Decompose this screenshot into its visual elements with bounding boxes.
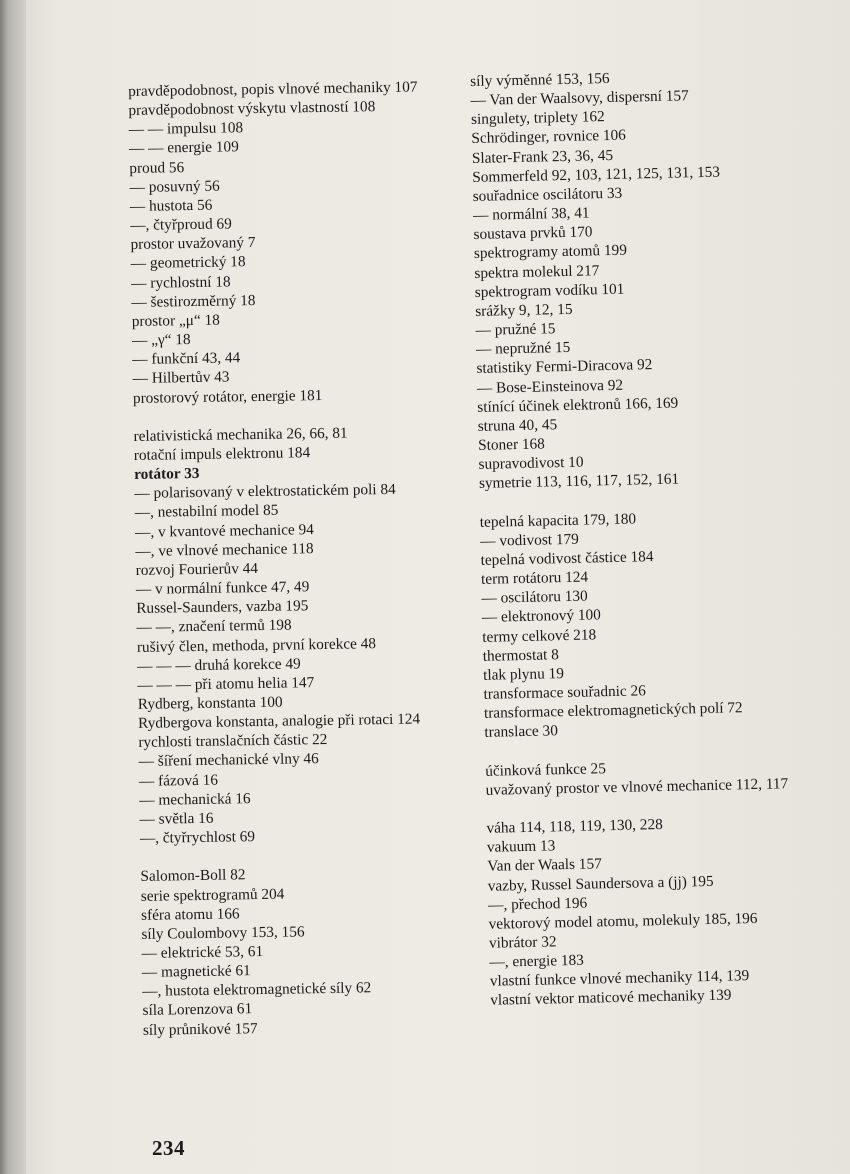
index-entry: — fázová 16	[138, 771, 219, 790]
index-entry: Sommerfeld 92, 103, 121, 125, 131, 153	[472, 163, 721, 186]
index-entry: —, energie 183	[489, 951, 585, 971]
index-entry: singulety, triplety 162	[470, 108, 605, 129]
index-entry: — Hilbertův 43	[132, 368, 230, 388]
index-entry: Slater-Frank 23, 36, 45	[471, 146, 614, 167]
index-entry: tlak plynu 19	[482, 664, 565, 684]
index-entry: thermostat 8	[482, 645, 559, 665]
index-entry: — — energie 109	[128, 138, 239, 158]
index-entry: spektrogramy atomů 199	[473, 242, 628, 263]
index-column-left	[128, 77, 488, 1040]
index-entry: term rotátoru 124	[480, 568, 589, 588]
index-entry: — hustota 56	[129, 196, 213, 215]
index-entry: účinková funkce 25	[485, 759, 607, 780]
index-entry: rotační impuls elektronu 184	[133, 444, 311, 464]
index-entry: — světla 16	[139, 809, 214, 828]
index-entry: — geometrický 18	[130, 253, 246, 273]
index-entry: statistiky Fermi-Diracova 92	[476, 356, 653, 378]
index-entry: — mechanická 16	[139, 789, 251, 809]
index-entry: —, čtyřproud 69	[130, 215, 232, 235]
index-entry: — Bose-Einsteinova 92	[476, 376, 624, 397]
index-entry: — vodivost 179	[480, 530, 579, 550]
index-entry: Stoner 168	[477, 435, 546, 454]
index-entry: pravděpodobnost, popis vlnové mechaniky 107	[128, 78, 418, 100]
book-spine-shadow	[0, 0, 26, 1174]
index-entry: — — — při atomu helia 147	[137, 673, 315, 694]
index-entry: — pružné 15	[475, 320, 556, 339]
index-entry: pravděpodobnost výskytu vlastností 108	[128, 98, 376, 120]
index-entry: síly průnikové 157	[142, 1019, 258, 1039]
index-entry: tepelná kapacita 179, 180	[479, 510, 637, 531]
index-entry: — normální 38, 41	[472, 204, 590, 225]
index-entry: rušivý člen, methoda, první korekce 48	[136, 634, 377, 656]
index-entry: souřadnice oscilátoru 33	[472, 184, 623, 205]
index-entry: Rydberg, konstanta 100	[137, 693, 283, 713]
index-entry: symetrie 113, 116, 117, 152, 161	[478, 470, 680, 493]
index-entry: Van der Waals 157	[487, 855, 602, 876]
index-entry: — oscilátoru 130	[481, 587, 588, 608]
index-entry: Rydbergova konstanta, analogie při rotaci 124	[137, 710, 421, 733]
index-entry: vektorový model atomu, molekuly 185, 196	[488, 909, 758, 933]
index-entry: rozvoj Fourierův 44	[135, 559, 259, 579]
index-entry: rotátor 33	[134, 465, 200, 484]
index-entry: —, přechod 196	[487, 894, 588, 914]
index-entry: Salomon-Boll 82	[140, 866, 246, 886]
index-entry: vazby, Russel Saundersova a (jj) 195	[487, 872, 714, 895]
index-entry: spektrogram vodíku 101	[474, 280, 625, 301]
index-entry: — Van der Waalsovy, dispersní 157	[470, 87, 689, 110]
index-entry: síla Lorenzova 61	[142, 1000, 253, 1020]
index-entry: váha 114, 118, 119, 130, 228	[486, 816, 663, 837]
index-entry: srážky 9, 12, 15	[475, 300, 573, 320]
index-entry: — v normální funkce 47, 49	[135, 578, 310, 598]
index-entry: stínící účinek elektronů 166, 169	[477, 394, 679, 416]
index-entry: transformace elektromagnetických polí 72	[483, 699, 743, 722]
index-entry: —, v kvantové mechanice 94	[134, 520, 315, 541]
index-entry: —, čtyřrychlost 69	[139, 828, 256, 847]
index-entry: — šíření mechanické vlny 46	[138, 750, 319, 771]
index-entry: vlastní funkce vlnové mechaniky 114, 139	[489, 967, 750, 991]
index-entry: translace 30	[484, 722, 559, 742]
index-entry: — „γ“ 18	[131, 331, 191, 349]
index-entry: — funkční 43, 44	[132, 349, 241, 369]
index-entry: uvažovaný prostor ve vlnové mechanice 112, 117	[485, 774, 789, 799]
index-entry: relativistická mechanika 26, 66, 81	[133, 424, 348, 445]
index-entry: termy celkové 218	[482, 625, 597, 646]
index-entry: — —, značení termů 198	[136, 616, 292, 637]
index-entry: tepelná vodivost částice 184	[480, 548, 654, 569]
index-entry: — magnetické 61	[141, 962, 251, 982]
index-entry: rychlosti translačních částic 22	[138, 731, 328, 752]
index-entry: — elektronový 100	[481, 606, 602, 627]
index-entry: — — — druhá korekce 49	[137, 655, 301, 675]
index-column-right	[470, 64, 835, 1010]
index-entry: síly výměnné 153, 156	[470, 69, 610, 90]
page-number: 234	[152, 1136, 185, 1160]
index-entry: vakuum 13	[486, 837, 556, 857]
index-entry: soustava prvků 170	[473, 223, 593, 244]
index-entry: — nepružné 15	[475, 339, 571, 359]
index-entry: — rychlostní 18	[131, 272, 231, 292]
index-entry: transformace souřadnic 26	[483, 682, 646, 703]
index-entry: —, nestabilní model 85	[134, 502, 279, 522]
index-entry: síly Coulombovy 153, 156	[141, 923, 305, 943]
index-entry: spektra molekul 217	[474, 261, 600, 282]
index-entry: sféra atomu 166	[140, 905, 240, 924]
index-entry: prostor „μ“ 18	[131, 311, 220, 330]
index-entry: proud 56	[129, 158, 185, 177]
index-entry: —, hustota elektromagnetické síly 62	[142, 979, 372, 1001]
index-entry: vibrátor 32	[488, 933, 557, 952]
index-entry: prostorový rotátor, energie 181	[132, 386, 323, 407]
index-entry: vlastní vektor maticové mechaniky 139	[490, 986, 732, 1010]
index-entry: struna 40, 45	[477, 415, 558, 435]
index-entry: Schrödinger, rovnice 106	[471, 127, 627, 148]
index-entry: supravodivost 10	[478, 453, 584, 474]
index-entry: — elektrické 53, 61	[141, 942, 264, 962]
index-entry: — posuvný 56	[129, 177, 220, 196]
index-entry: — šestirozměrný 18	[131, 291, 256, 311]
index-entry: Russel-Saunders, vazba 195	[136, 597, 309, 618]
index-entry: — — impulsu 108	[128, 119, 244, 139]
index-entry: —, ve vlnové mechanice 118	[135, 539, 314, 560]
index-entry: serie spektrogramů 204	[140, 885, 285, 905]
index-entry: — polarisovaný v elektrostatickém poli 84	[134, 481, 396, 503]
index-entry: prostor uvažovaný 7	[130, 234, 256, 254]
